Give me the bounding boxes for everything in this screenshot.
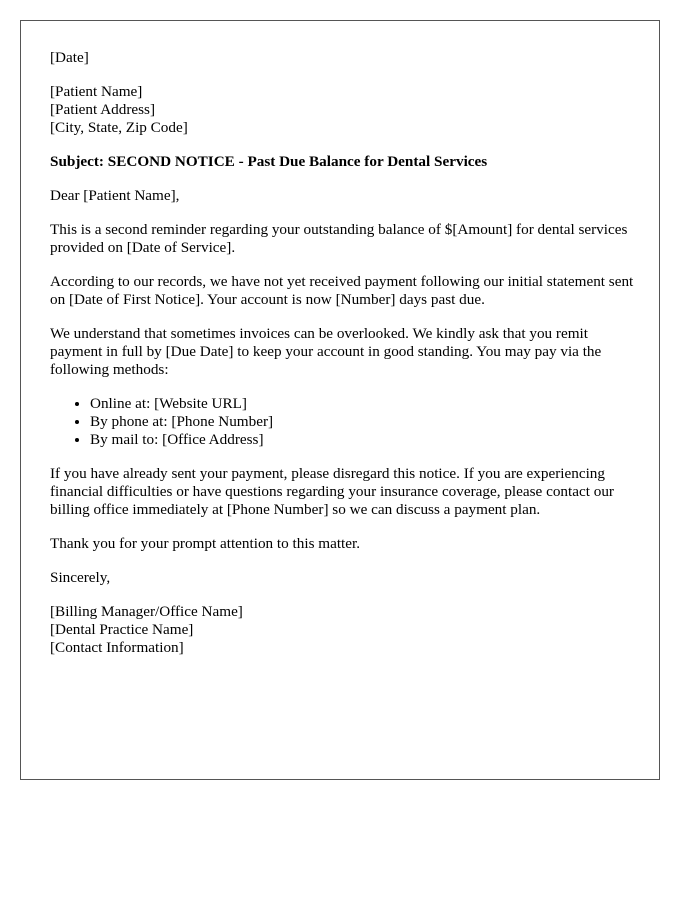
signature-practice: [Dental Practice Name] — [50, 621, 194, 638]
signature-block — [50, 603, 635, 657]
paragraph-payment-request: We understand that sometimes invoices can be overlooked. We kindly ask that you remit payment in full by [Due Date] to keep your account in good standing. You may pay via the following methods: — [50, 325, 602, 378]
payment-methods-list — [50, 395, 635, 449]
signature-contact: [Contact Information] — [50, 639, 184, 656]
recipient-city-state-zip: [City, State, Zip Code] — [50, 119, 188, 136]
recipient-address-block — [50, 83, 635, 137]
letter-body — [50, 49, 635, 673]
payment-method-phone: • By phone at: [Phone Number] — [90, 413, 635, 431]
signoff: Sincerely, — [50, 569, 111, 586]
letter-frame — [20, 20, 660, 780]
letter-subject: Subject: SECOND NOTICE - Past Due Balance for Dental Services — [50, 153, 488, 170]
salutation: Dear [Patient Name], — [50, 187, 180, 204]
paragraph-payment-status: According to our records, we have not yet received payment following our initial statement sent on [Date of First Notice]. Your account is now [Number] days past due. — [50, 273, 634, 308]
payment-method-online: • Online at: [Website URL] — [90, 395, 635, 413]
payment-method-mail: • By mail to: [Office Address] — [90, 431, 635, 449]
signature-title: [Billing Manager/Office Name] — [50, 603, 243, 620]
recipient-address: [Patient Address] — [50, 101, 156, 118]
paragraph-thank-you: Thank you for your prompt attention to this matter. — [50, 535, 361, 552]
letter-date: [Date] — [50, 49, 89, 66]
recipient-name: [Patient Name] — [50, 83, 143, 100]
paragraph-balance-reminder: This is a second reminder regarding your outstanding balance of $[Amount] for dental services provided on [Date of Service]. — [50, 221, 628, 256]
paragraph-disregard-notice: If you have already sent your payment, please disregard this notice. If you are experiencing financial difficulties or have questions regarding your insurance coverage, please contact our billing office immediately at [Phone Number] so we can discuss a payment plan. — [50, 465, 614, 518]
